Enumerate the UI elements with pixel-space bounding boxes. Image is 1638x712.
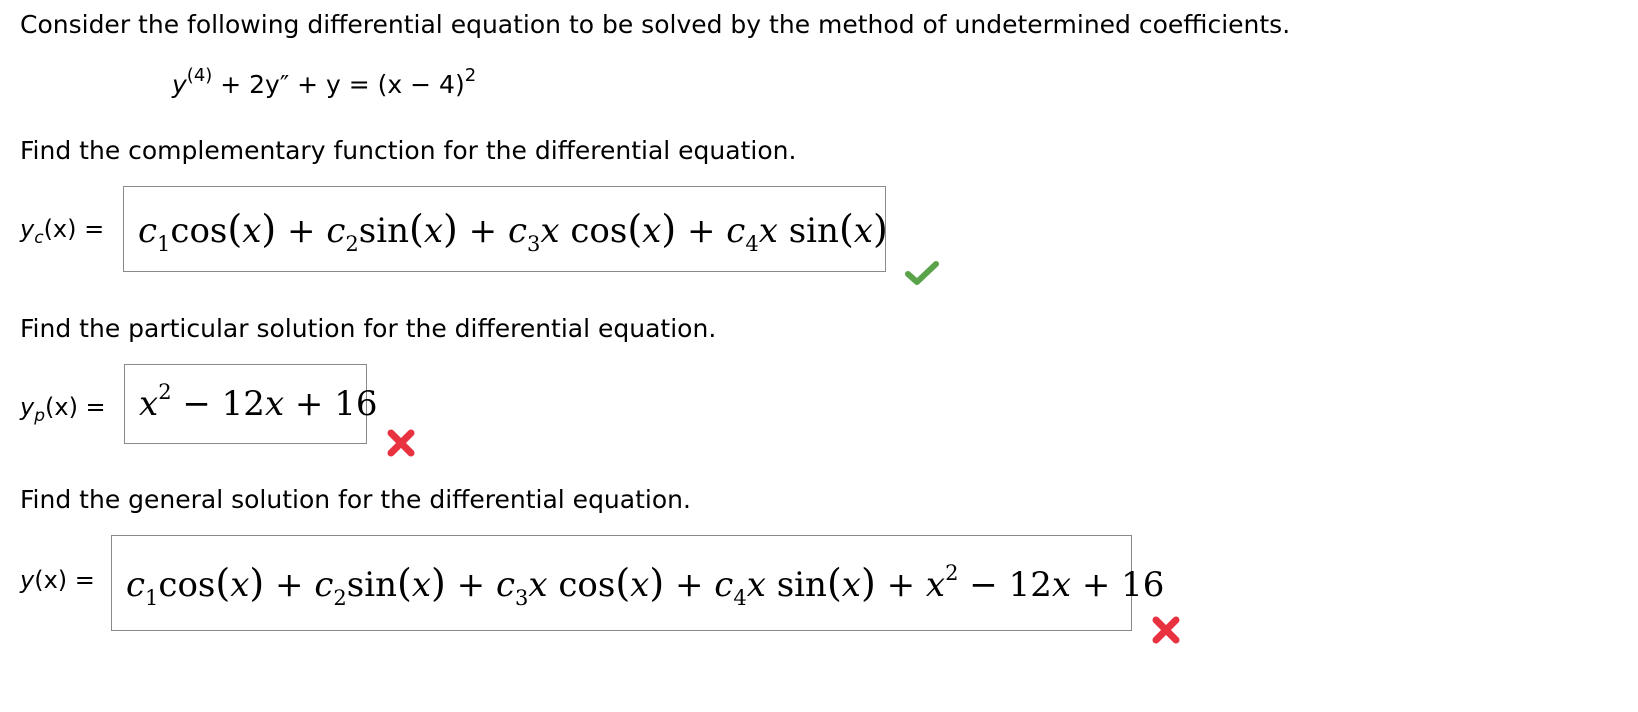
eq-order: (4) bbox=[186, 65, 213, 86]
eq-power: 2 bbox=[464, 65, 477, 86]
label-yp bbox=[20, 393, 106, 426]
differential-equation bbox=[172, 65, 477, 99]
answer-complementary: $c_1\cos(x) + c_2\sin(x) + c_3x$ $\cos(x) + c_4x$ sin(x) bbox=[138, 207, 888, 256]
label-yc-rest: (x) = bbox=[43, 215, 105, 243]
label-yp-var: y bbox=[20, 393, 35, 421]
label-yc bbox=[20, 215, 105, 248]
eq-y: y bbox=[172, 70, 187, 99]
answer-general: $c_1\cos(x) + c_2\sin(x) + c_3x$ $\cos(x) + c_4x$ $\sin(x) + x^2 - 12x + 16$ bbox=[126, 561, 1165, 610]
question-intro: Consider the following differential equation to be solved by the method of undetermined coefficients. bbox=[20, 10, 1291, 39]
label-yc-sub: c bbox=[34, 228, 44, 248]
label-y bbox=[20, 566, 95, 594]
x-mark-icon-general bbox=[1149, 613, 1183, 647]
answer-particular: $x^2 - 12x + 16$ bbox=[139, 380, 378, 424]
label-yp-sub: p bbox=[34, 406, 45, 426]
answer-box-general[interactable] bbox=[111, 535, 1165, 631]
answer-box-complementary[interactable] bbox=[123, 186, 886, 272]
label-yc-var: y bbox=[20, 215, 35, 243]
prompt-particular: Find the particular solution for the differential equation. bbox=[20, 314, 717, 343]
x-mark-icon bbox=[384, 426, 418, 460]
prompt-general: Find the general solution for the differential equation. bbox=[20, 485, 691, 514]
label-y-var: y bbox=[20, 566, 35, 594]
label-y-rest: (x) = bbox=[34, 566, 95, 594]
prompt-complementary: Find the complementary function for the differential equation. bbox=[20, 136, 797, 165]
checkmark-icon bbox=[905, 256, 939, 290]
eq-middle: + 2y″ + y = (x − 4) bbox=[212, 70, 465, 99]
answer-box-particular[interactable] bbox=[124, 364, 378, 444]
label-yp-rest: (x) = bbox=[45, 393, 106, 421]
